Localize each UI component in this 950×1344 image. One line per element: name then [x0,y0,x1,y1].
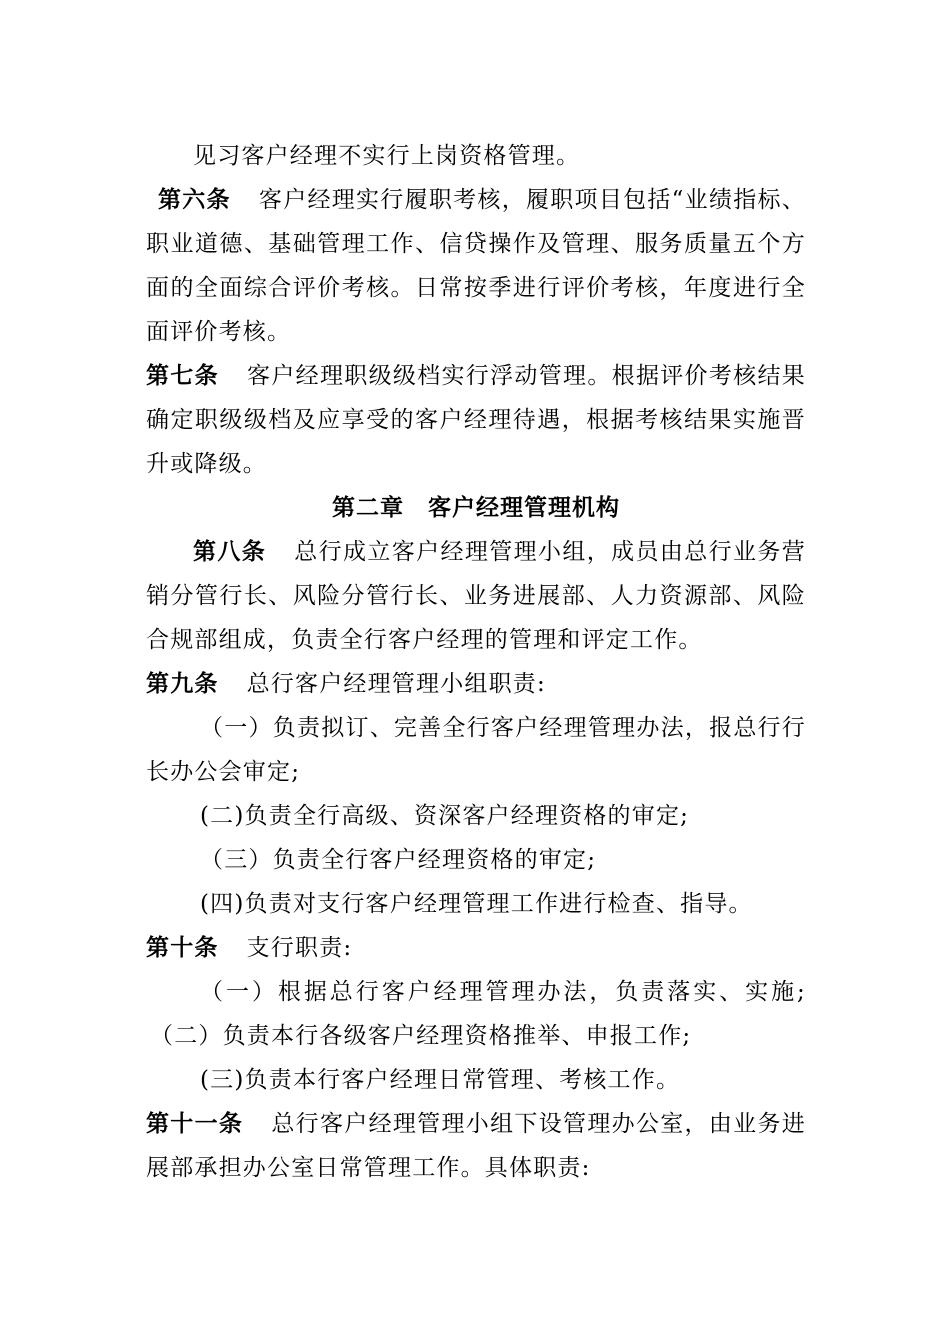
paragraph-line: 面评价考核。 [146,319,292,345]
list-item-line: （三）负责全行客户经理资格的审定; [200,847,597,873]
chapter-heading: 第二章 客户经理管理机构 [332,495,620,521]
article-9-line [146,664,806,704]
article-text: 支行职责: [246,935,353,961]
article-label: 第十条 [146,935,219,961]
article-text: 总行客户经理管理小组职责: [246,671,546,697]
article-text: 总行客户经理管理小组下设管理办公室，由业务进 [271,1111,806,1137]
list-item-line: （一）根据总行客户经理管理办法，负责落实、实施; [200,979,806,1005]
list-item-line: （二）负责本行各级客户经理资格推举、申报工作; [150,1023,692,1049]
paragraph-line: 确定职级级档及应享受的客户经理待遇，根据考核结果实施晋 [146,407,806,433]
article-7-line [146,356,806,396]
article-label: 第八条 [193,539,267,565]
list-item-line: (四)负责对支行客户经理管理工作进行检查、指导。 [200,891,753,917]
article-text: 客户经理职级级档实行浮动管理。根据评价考核结果 [246,363,806,389]
list-item-line: （一）负责拟订、完善全行客户经理管理办法，报总行行 [200,715,806,741]
article-text: 总行成立客户经理管理小组，成员由总行业务营 [294,539,806,565]
article-10-line [146,928,806,968]
article-text: 客户经理实行履职考核，履职项目包括“业绩指标、 [258,187,806,213]
paragraph-line: 升或降级。 [146,451,267,477]
paragraph-line: 合规部组成，负责全行客户经理的管理和评定工作。 [146,627,703,653]
article-label: 第九条 [146,671,219,697]
paragraph-line: 销分管行长、风险分管行长、业务进展部、人力资源部、风险 [146,583,806,609]
paragraph-line: 面的全面综合评价考核。日常按季进行评价考核，年度进行全 [146,275,806,301]
article-11-line [146,1104,806,1144]
article-label: 第六条 [158,187,231,213]
article-8-line [193,532,806,572]
paragraph-line: 职业道德、基础管理工作、信贷操作及管理、服务质量五个方 [146,231,806,257]
article-label: 第七条 [146,363,219,389]
article-label: 第十一条 [146,1111,244,1137]
paragraph-line: 展部承担办公室日常管理工作。具体职责: [146,1155,591,1181]
article-6-line [158,180,806,220]
list-item-line: (二)负责全行高级、资深客户经理资格的审定; [200,803,690,829]
paragraph-line: 见习客户经理不实行上岗资格管理。 [193,143,581,169]
list-item-line: (三)负责本行客户经理日常管理、考核工作。 [200,1067,681,1093]
paragraph-line: 长办公会审定; [146,759,301,785]
